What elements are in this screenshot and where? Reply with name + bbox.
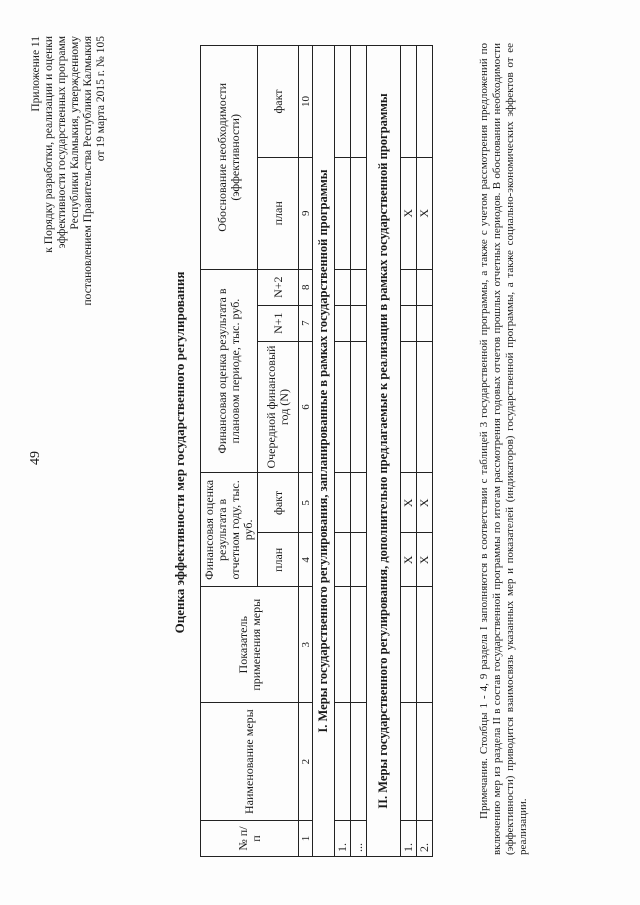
table-cell <box>335 703 351 821</box>
table-cell <box>417 269 433 305</box>
footnote: Примечания. Столбцы 1 - 4, 9 раздела I заполняются в соответствии с таблицей 3 государственной программы, а также с учетом рассмотрения предложений по включению мер из раздела II в состав государственной программы по итогам рассмотрения годовых отчетов прошлых отчетных периодов. В обосновании необходимости (эффективности) приводится взаимосвязь указанных мер и показателей (индикаторов) государственной программы, а также социально-экономических эффектов от ее реализации. <box>478 43 529 855</box>
table-cell <box>335 157 351 269</box>
appendix-line: от 19 марта 2015 г. № 105 <box>95 36 107 162</box>
table-cell <box>351 341 367 473</box>
column-number: 9 <box>299 157 313 269</box>
cross-mark: X <box>401 157 417 269</box>
column-number: 10 <box>299 46 313 158</box>
cross-mark: X <box>417 533 433 587</box>
section-2-heading: II. Меры государственного регулирования, дополнительно предлагаемые к реализации в рамках государственной программы <box>367 46 401 857</box>
col-header-justification: Обоснование необходимости (эффективности) <box>201 46 258 270</box>
subheader-plan: план <box>258 157 299 269</box>
table-cell <box>351 587 367 703</box>
table-row <box>417 46 433 857</box>
table-row <box>335 46 351 857</box>
table-cell <box>351 703 367 821</box>
table-cell <box>417 305 433 341</box>
table-cell <box>351 473 367 533</box>
row-number: 2. <box>417 821 433 857</box>
section-row <box>367 46 401 857</box>
appendix-line: к Порядку разработки, реализации и оценки <box>43 36 55 253</box>
table-cell <box>401 305 417 341</box>
col-header-name: Наименование меры <box>201 703 299 821</box>
table-cell <box>335 46 351 158</box>
row-number: 1. <box>401 821 417 857</box>
measures-table <box>200 45 433 857</box>
table-cell <box>417 341 433 473</box>
col-header-fin-report: Финансовая оценка результата в отчетном году, тыс. руб. <box>201 473 258 587</box>
cross-mark: X <box>417 473 433 533</box>
column-number: 3 <box>299 587 313 703</box>
col-header-fin-plan: Финансовая оценка результата в плановом периоде, тыс. руб. <box>201 269 258 473</box>
table-cell <box>335 587 351 703</box>
table-cell <box>335 341 351 473</box>
document-title: Оценка эффективности мер государственного регулирования <box>172 271 187 634</box>
table-cell <box>335 305 351 341</box>
table-cell <box>401 703 417 821</box>
column-number: 7 <box>299 305 313 341</box>
table-cell <box>335 533 351 587</box>
row-number: ... <box>351 821 367 857</box>
table-cell <box>351 46 367 158</box>
page-number: 49 <box>28 451 43 465</box>
table-cell <box>335 269 351 305</box>
column-number: 4 <box>299 533 313 587</box>
appendix-line: постановлением Правительства Республики Калмыкия <box>82 36 94 306</box>
appendix-line: Республики Калмыкия, утвержденному <box>69 36 81 230</box>
table-cell <box>335 473 351 533</box>
table-cell <box>351 269 367 305</box>
table-cell <box>417 587 433 703</box>
col-header-indicator: Показатель применения меры <box>201 587 299 703</box>
cross-mark: X <box>401 533 417 587</box>
table-cell <box>401 587 417 703</box>
table-cell <box>351 157 367 269</box>
table-cell <box>417 703 433 821</box>
table-cell <box>401 269 417 305</box>
row-number: 1. <box>335 821 351 857</box>
appendix-line: эффективности государственных программ <box>56 36 68 249</box>
column-number: 8 <box>299 269 313 305</box>
table-cell <box>401 341 417 473</box>
column-number: 2 <box>299 703 313 821</box>
section-1-heading: I. Меры государственного регулирования, запланированные в рамках государственной программы <box>313 46 335 857</box>
col-header-no: № п/п <box>201 821 299 857</box>
subheader-plan: план <box>258 533 299 587</box>
column-number: 6 <box>299 341 313 473</box>
table-cell <box>351 305 367 341</box>
table-row <box>401 46 417 857</box>
subheader-fact: факт <box>258 473 299 533</box>
column-number: 5 <box>299 473 313 533</box>
table-row <box>351 46 367 857</box>
subheader-n1: N+1 <box>258 305 299 341</box>
header-row <box>201 46 258 857</box>
column-number-row <box>299 46 313 857</box>
cross-mark: X <box>401 473 417 533</box>
cross-mark: X <box>417 157 433 269</box>
subheader-next-year: Очередной финансовый год (N) <box>258 341 299 473</box>
appendix-line: Приложение 11 <box>30 36 42 112</box>
appendix-header <box>30 36 108 305</box>
table-cell <box>351 533 367 587</box>
subheader-n2: N+2 <box>258 269 299 305</box>
column-number: 1 <box>299 821 313 857</box>
subheader-fact: факт <box>258 46 299 158</box>
table-cell <box>401 46 417 158</box>
section-row <box>313 46 335 857</box>
table-cell <box>417 46 433 158</box>
